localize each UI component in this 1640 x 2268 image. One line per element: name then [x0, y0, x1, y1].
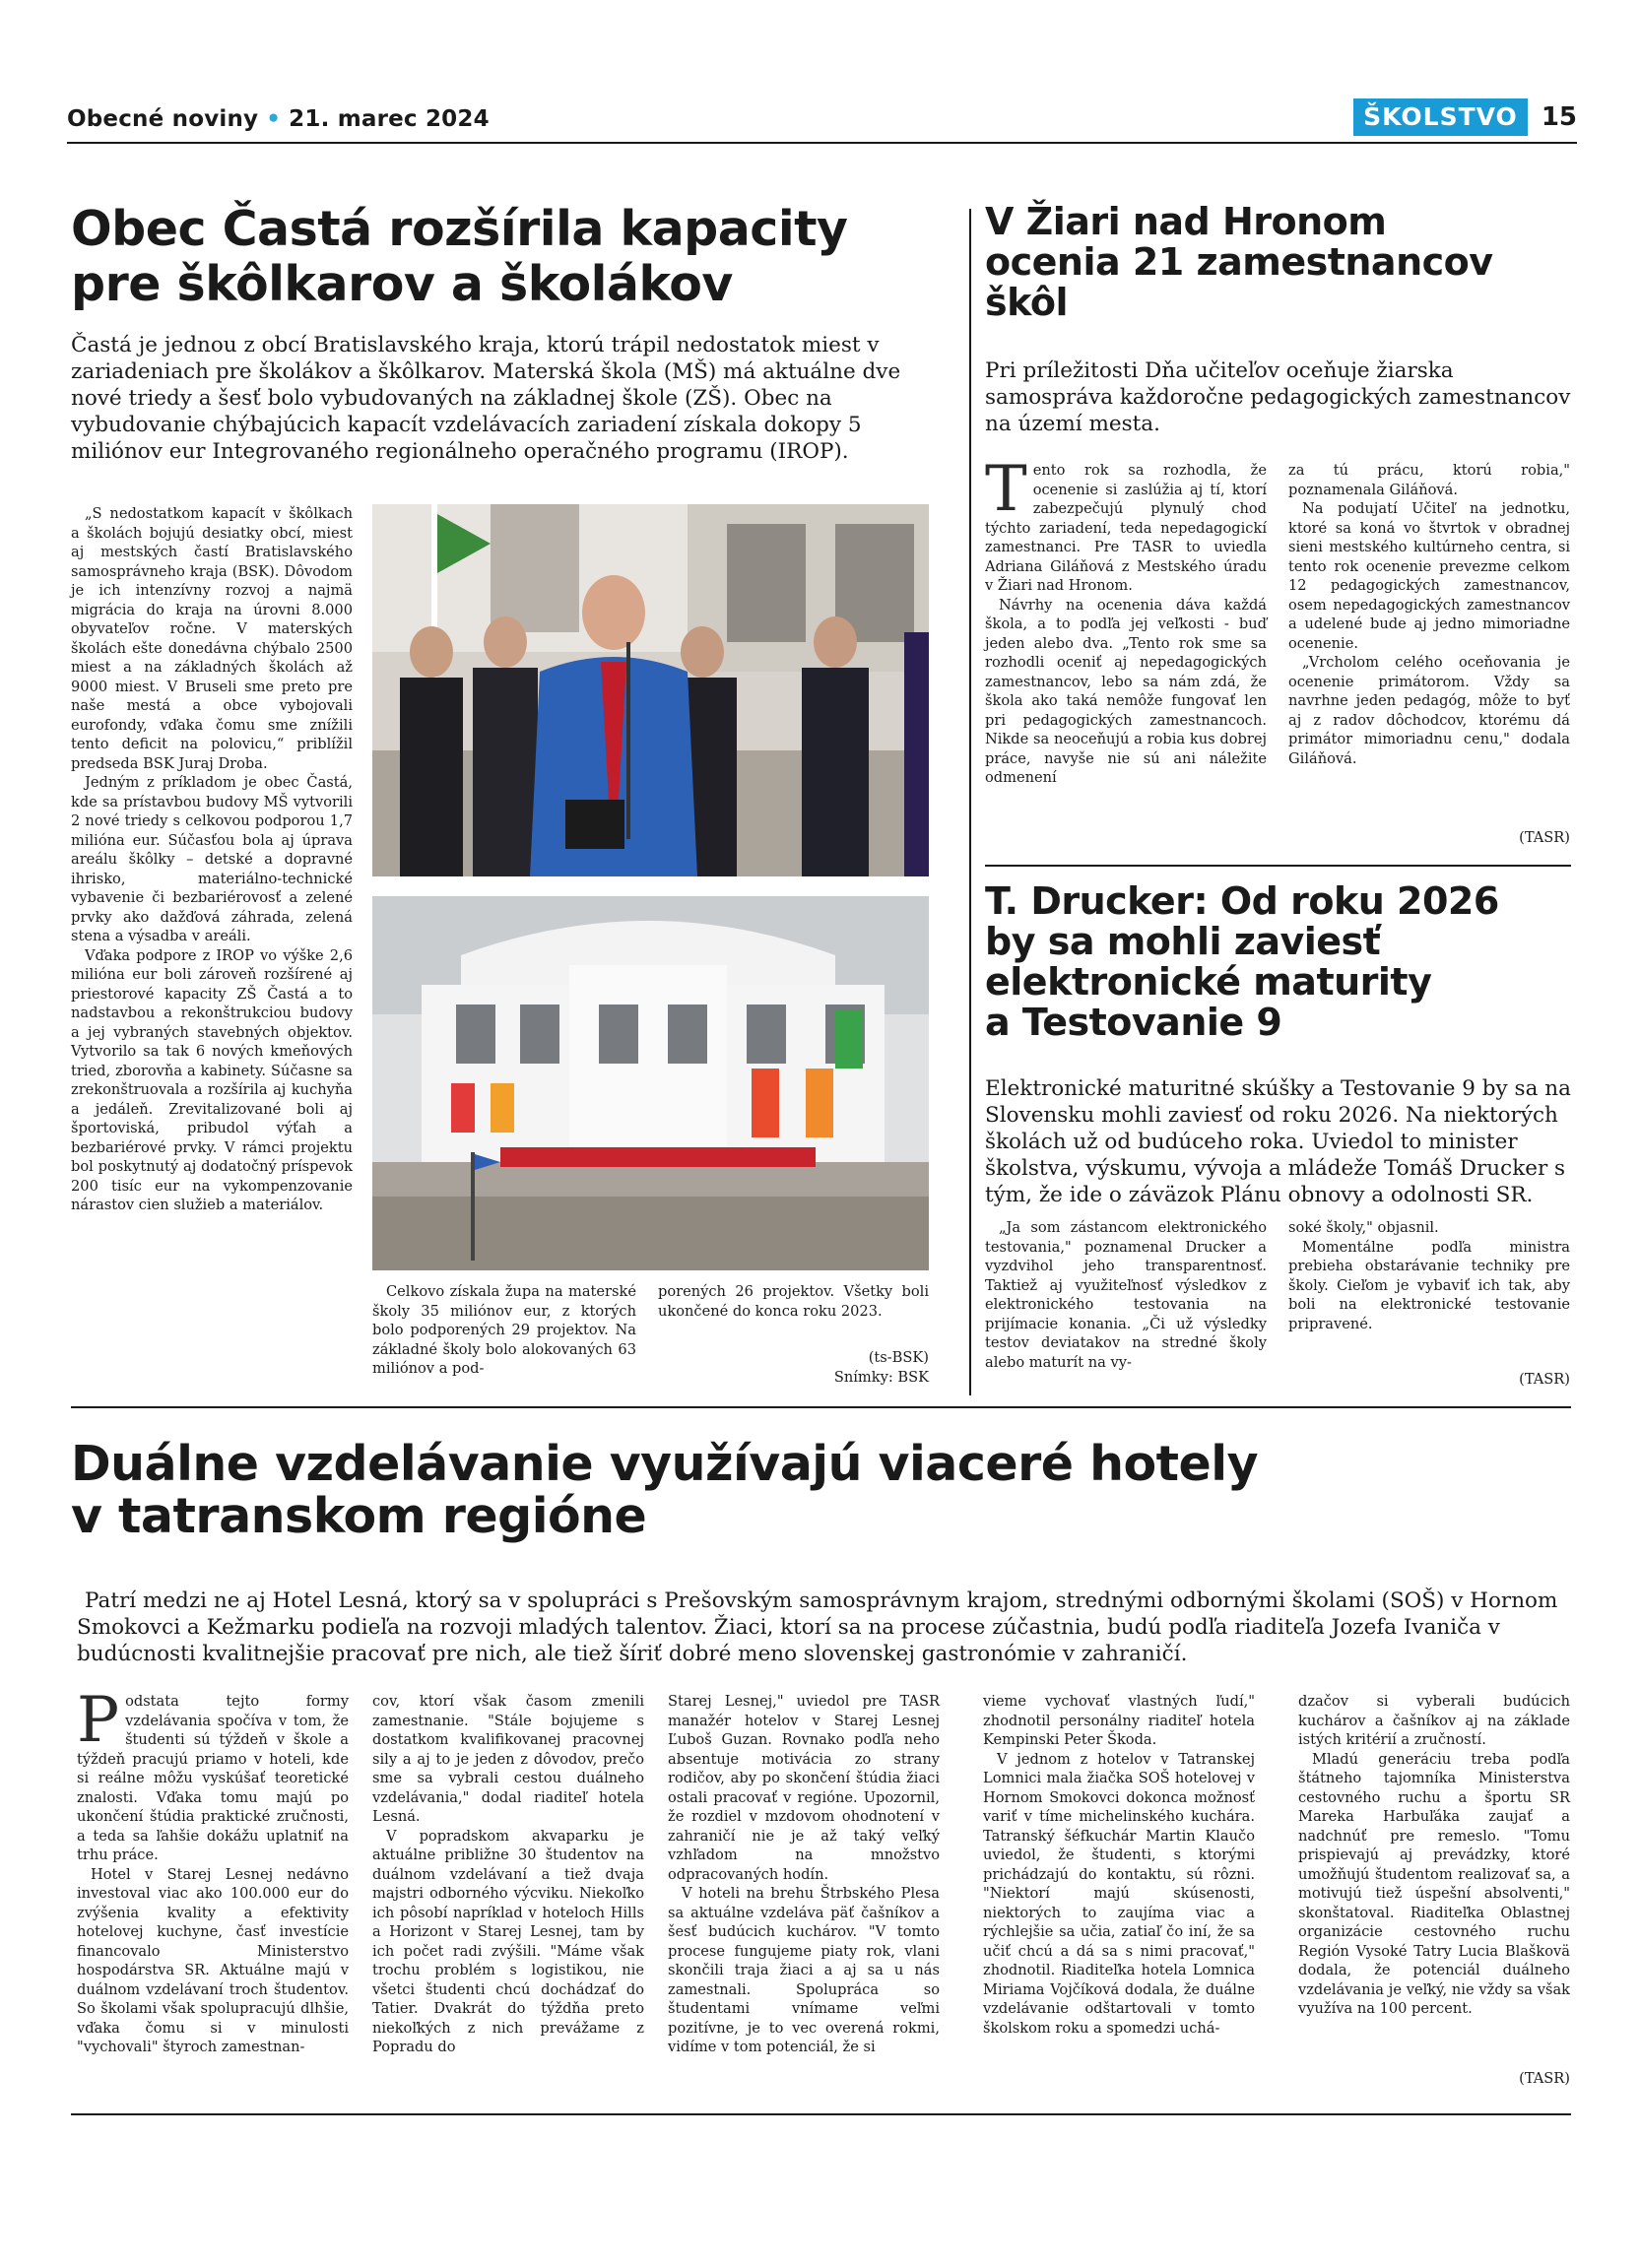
- article3-title-line4: a Testovanie 9: [985, 1001, 1282, 1044]
- article4-lead: Patrí medzi ne aj Hotel Lesná, ktorý sa v spolupráci s Prešovským samosprávnym krajom, strednými odbornými školami (SOŠ) v Hornom Smokovci a Kežmarku podieľa na rozvoji mladých talentov. Žiaci, ktorí sa na procese zúčastnia, budú podľa riaditeľa Jozefa Ivaniča v budúcnosti kvalitnejšie pracovať pre nich, ale tiež šíriť dobré meno slovenskej gastronómie v zahraničí.: [77, 1588, 1558, 1666]
- article4-col5: [1298, 1692, 1570, 2019]
- article4-paragraph: V hoteli na brehu Štrbského Plesa sa aktuálne vzdeláva päť čašníkov a šesť budúcich kuchárov. "V tomto procese fungujeme piaty rok, vlani skončili traja žiaci a aj sa u nás zamestnali. Spolupráca so študentami vnímame veľmi pozitívne, je to vec overená rokmi, vidíme v tom potenciál, že si: [668, 1885, 940, 2055]
- article4-title-line2: v tatranskom regióne: [71, 1488, 647, 1544]
- article4-paragraph: cov, ktorí však časom zmenili zamestnanie. "Stále bojujeme s dostatkom kvalifikovanej pracovnej sily a aj to je jeden z dôvodov, prečo sme sa vybrali cestou duálneho vzdelávania," dodal riaditeľ hotela Lesná.: [372, 1693, 644, 1825]
- article4-col3: [668, 1692, 940, 2057]
- article2-title-line1: V Žiari nad Hronom: [985, 200, 1387, 243]
- photo-credit: Snímky: BSK: [833, 1369, 929, 1386]
- page-number: 15: [1541, 102, 1577, 132]
- article1-source: (ts-BSK): [868, 1349, 929, 1366]
- separator-dot: •: [266, 106, 282, 132]
- article1-col3: [658, 1282, 929, 1321]
- article2-col1: [985, 453, 1267, 788]
- article4-col4: [983, 1692, 1255, 2038]
- article1-title: [71, 202, 928, 312]
- header-rule: [67, 142, 1577, 144]
- article3-lead: Elektronické maturitné skúšky a Testovanie 9 by sa na Slovensku mohli zaviesť od roku 2026. Na niektorých školách už od budúceho roka. Uviedol to minister školstva, výskumu, vývoja a mládeže Tomáš Drucker s tým, že ide o záväzok Plánu obnovy a odolnosti SR.: [985, 1076, 1571, 1207]
- article1-paragraph: porených 26 projektov. Všetky boli ukončené do konca roku 2023.: [658, 1283, 929, 1320]
- bottom-rule: [71, 2113, 1571, 2115]
- article2-paragraph: „Vrcholom celého oceňovania je ocenenie primátorom. Vždy sa navrhne jeden pedagóg, môže to byť aj z radov dôchodcov, ktorému dá primátor mimoriadnu cenu," dodala Giláňová.: [1288, 654, 1570, 767]
- article4-paragraph: Hotel v Starej Lesnej nedávno investoval viac ako 100.000 eur do zvýšenia kvality a efektivity hotelovej kuchyne, časť investície financovalo Ministerstvo hospodárstva SR. Aktuálne majú v duálnom vzdelávaní troch študentov. So školami však spolupracujú dlhšie, vďaka čomu si v minulosti "vychovali" štyroch zamestnan-: [77, 1865, 349, 2055]
- article1-paragraph: Vďaka podpore z IROP vo výške 2,6 milióna eur boli zároveň rozšírené aj priestorové kapacity ZŠ Častá a to nadstavbou a rekonštrukciou budovy a jej vybraných stavebných objektov. Vytvorilo sa tak 6 nových kmeňových tried, zborovňa a kabinety. Súčasne sa zrekonštruovala a rozšírila aj kuchyňa a jedáleň. Zrevitalizované boli aj športoviská, pribudol výťah a bezbariérové prvky. V rámci projektu bol poskytnutý aj dodatočný príspevok 200 tisíc eur na vykompenzovanie nárastov cien služieb a materiálov.: [71, 946, 353, 1213]
- article3-paragraph: „Ja som zástancom elektronického testovania," poznamenal Drucker a vyzdvihol jeho transparentnosť. Taktiež aj využiteľnosť výsledkov z elektronického testovania na prijímacie konania. „Či už výsledky testov deviatakov na stredné školy alebo maturít na vy-: [985, 1219, 1267, 1371]
- article2-lead: Pri príležitosti Dňa učiteľov oceňuje žiarska samospráva každoročne pedagogických zamestnancov na území mesta.: [985, 358, 1571, 436]
- article1-paragraph: Jedným z príkladom je obec Častá, kde sa prístavbou budovy MŠ vytvorili 2 nové triedy s celkovou podporou 1,7 milióna eur. Súčasťou bola aj úprava areálu škôlky – detské a dopravné ihrisko, materiálno-technické vybavenie či bezbariérovosť a zelené prvky ako dažďová záhrada, zelená stena a výsadba v areáli.: [71, 774, 353, 944]
- article2-title: [985, 202, 1576, 323]
- ceremony-photo: [372, 504, 929, 876]
- article1-col2: [372, 1282, 636, 1379]
- article2-title-line2: ocenia 21 zamestnancov: [985, 240, 1493, 284]
- article3-col1: [985, 1218, 1267, 1372]
- article2-paragraph: za tú prácu, ktorú robia," poznamenala Giláňová.: [1288, 462, 1570, 498]
- dropcap-letter: T: [985, 453, 1027, 526]
- section-badge: ŠKOLSTVO: [1353, 98, 1528, 136]
- article3-paragraph: Momentálne podľa ministra prebieha obstarávanie techniky pre školy. Cieľom je vybaviť ich tak, aby boli na elektronické testovanie pripravené.: [1288, 1238, 1570, 1332]
- article4-paragraph: Mladú generáciu treba podľa štátneho tajomníka Ministerstva cestovného ruchu a športu SR Mareka Harbuľáka zaujať a nadchnúť pre remeslo. "Tomu prispievajú aj prevádzky, ktoré umožňujú študentom realizovať sa, a motivujú tiež úspešní absolventi," skonštatoval. Riaditeľka Oblastnej organizácie cestovného ruchu Región Vysoké Tatry Lucia Blaškovä dodala, že potenciál duálneho vzdelávania je veľký, nie vždy sa však využíva na 100 percent.: [1298, 1750, 1570, 2017]
- article2-col2: [1288, 461, 1570, 768]
- publication-header: [67, 106, 490, 132]
- article4-source: (TASR): [1519, 2070, 1570, 2087]
- section-header: [1353, 98, 1577, 136]
- article4-col1: [77, 1684, 349, 2057]
- issue-date: 21. marec 2024: [289, 106, 490, 132]
- article3-title-line2: by sa mohli zaviesť: [985, 920, 1381, 963]
- article1-col1: [71, 504, 353, 1215]
- article3-source: (TASR): [1519, 1371, 1570, 1388]
- article4-paragraph: V jednom z hotelov v Tatranskej Lomnici mala žiačka SOŠ hotelovej v Hornom Smokovci dokonca možnosť variť v tíme michelinského kuchára. Tatranský šéfkuchár Martin Klaučo uviedol, že študenti, s ktorými prichádzajú do kontaktu, sú rôzni. "Niektorí majú skúsenosti, niektorých to zaujíma viac a rýchlejšie sa učia, zatiaľ čo iní, že sa učiť chcú a dá sa s nimi pracovať," zhodnotil. Riaditeľka hotela Lomnica Miriama Vojčíková dodala, že duálne vzdelávanie odštartovali v tomto školskom roku a spomedzi uchá-: [983, 1750, 1255, 2037]
- article3-col2: [1288, 1218, 1570, 1333]
- article-divider: [985, 865, 1571, 867]
- article3-title-line1: T. Drucker: Od roku 2026: [985, 879, 1499, 923]
- article2-title-line3: škôl: [985, 281, 1069, 324]
- article1-paragraph: Celkovo získala župa na materské školy 35 miliónov eur, z ktorých bolo podporených 29 projektov. Na základné školy bolo alokovaných 63 miliónov a pod-: [372, 1283, 636, 1377]
- article3-paragraph: soké školy," objasnil.: [1288, 1219, 1439, 1236]
- school-building-photo: [372, 896, 929, 1270]
- article2-source: (TASR): [1519, 829, 1570, 846]
- article3-title-line3: elektronické maturity: [985, 960, 1432, 1004]
- column-divider: [969, 209, 971, 1395]
- article4-title: [71, 1438, 1568, 1542]
- article2-paragraph: Návrhy na ocenenia dáva každá škola, a to podľa jej veľkosti - buď jeden alebo dva. „Tento rok sme sa rozhodli oceniť aj nepedagogických zamestnancov, lebo sa nám zdá, že škola ako taká nemôže fungovať len pri pedagogických zamestnancoch. Nikde sa neoceňujú a robia kus dobrej práce, navyše nie sú ani náležite odmenení: [985, 596, 1267, 786]
- article4-paragraph: vieme vychovať vlastných ľudí," zhodnotil personálny riaditeľ hotela Kempinski Peter Škoda.: [983, 1693, 1255, 1748]
- publication-name: Obecné noviny: [67, 106, 259, 132]
- article2-paragraph: Na podujatí Učiteľ na jednotku, ktoré sa koná vo štvrtok v obradnej sieni mestského kultúrneho centra, si tento rok ocenenie prevezme celkom 12 pedagogických zamestnancov, osem nepedagogických zamestnancov a udelené bude aj jedno mimoriadne ocenenie.: [1288, 500, 1570, 652]
- article4-title-line1: Duálne vzdelávanie využívajú viaceré hotely: [71, 1436, 1259, 1492]
- article4-paragraph: odstata tejto formy vzdelávania spočíva v tom, že študenti sú týždeň v škole a týždeň pracujú priamo v hoteli, kde si reálne môžu vyskúšať teoretické znalosti. Vďaka tomu majú po ukončení štúdia praktické zručnosti, a teda sa ľahšie dokážu uplatniť na trhu práce.: [77, 1693, 349, 1863]
- article1-lead: Častá je jednou z obcí Bratislavského kraja, ktorú trápil nedostatok miest v zariadeniach pre školákov a škôlkarov. Materská škola (MŠ) má aktuálne dve nové triedy a šesť bolo vybudovaných na základnej škole (ZŠ). Obec na vybudovanie chýbajúcich kapacít vzdelávacích zariadení získala dokopy 5 miliónov eur Integrovaného regionálneho operačného programu (IROP).: [71, 333, 901, 464]
- article3-title: [985, 881, 1576, 1043]
- section-divider: [71, 1406, 1571, 1408]
- article2-paragraph: ento rok sa rozhodla, že ocenenie si zaslúžia aj tí, ktorí zabezpečujú plynulý chod týchto zariadení, teda nepedagogickí zamestnanci. Pre TASR to uviedla Adriana Giláňová z Mestského úradu v Žiari nad Hronom.: [985, 462, 1267, 594]
- article1-paragraph: „S nedostatkom kapacít v škôlkach a školách bojujú desiatky obcí, miest aj mestských častí Bratislavského samosprávneho kraja (BSK). Dôvodom je ich intenzívny rozvoj a najmä migrácia do kraja na úrovni 8.000 obyvateľov ročne. V materských školách ešte donedávna chýbalo 2500 miest a na základných školách až 9000 miest. V Bruseli sme preto pre naše mestá a obce vybojovali eurofondy, vďaka čomu sme znížili tento deficit na polovicu,“ priblížil predseda BSK Juraj Droba.: [71, 505, 353, 772]
- article1-title-line2: pre škôlkarov a školákov: [71, 256, 733, 312]
- article4-paragraph: dzačov si vyberali budúcich kuchárov a čašníkov aj na základe istých kritérií a zručností.: [1298, 1693, 1570, 1748]
- article4-col2: [372, 1692, 644, 2057]
- article4-paragraph: V popradskom akvaparku je aktuálne približne 30 študentov na duálnom vzdelávaní a tiež dvaja majstri odborného výcviku. Niekoľko ich pôsobí napríklad v hoteloch Hills a Horizont v Starej Lesnej, tam by ich počet radi zvýšili. "Máme však trochu problém s logistikou, nie všetci študenti chcú dochádzať do Tatier. Dvakrát do týždňa preto niekoľkých z nich prevážame z Popradu do: [372, 1827, 644, 2055]
- article4-paragraph: Starej Lesnej," uviedol pre TASR manažér hotelov v Starej Lesnej Ľuboš Guzan. Rovnako podľa neho absentuje motivácia zo strany rodičov, aby po skončení štúdia žiaci ostali pracovať v regióne. Upozornil, že rozdiel v mzdovom ohodnotení v zahraničí nie je až taký veľký vzhľadom na množstvo odpracovaných hodín.: [668, 1693, 940, 1883]
- article1-title-line1: Obec Častá rozšírila kapacity: [71, 201, 848, 257]
- dropcap-letter: P: [77, 1684, 120, 1757]
